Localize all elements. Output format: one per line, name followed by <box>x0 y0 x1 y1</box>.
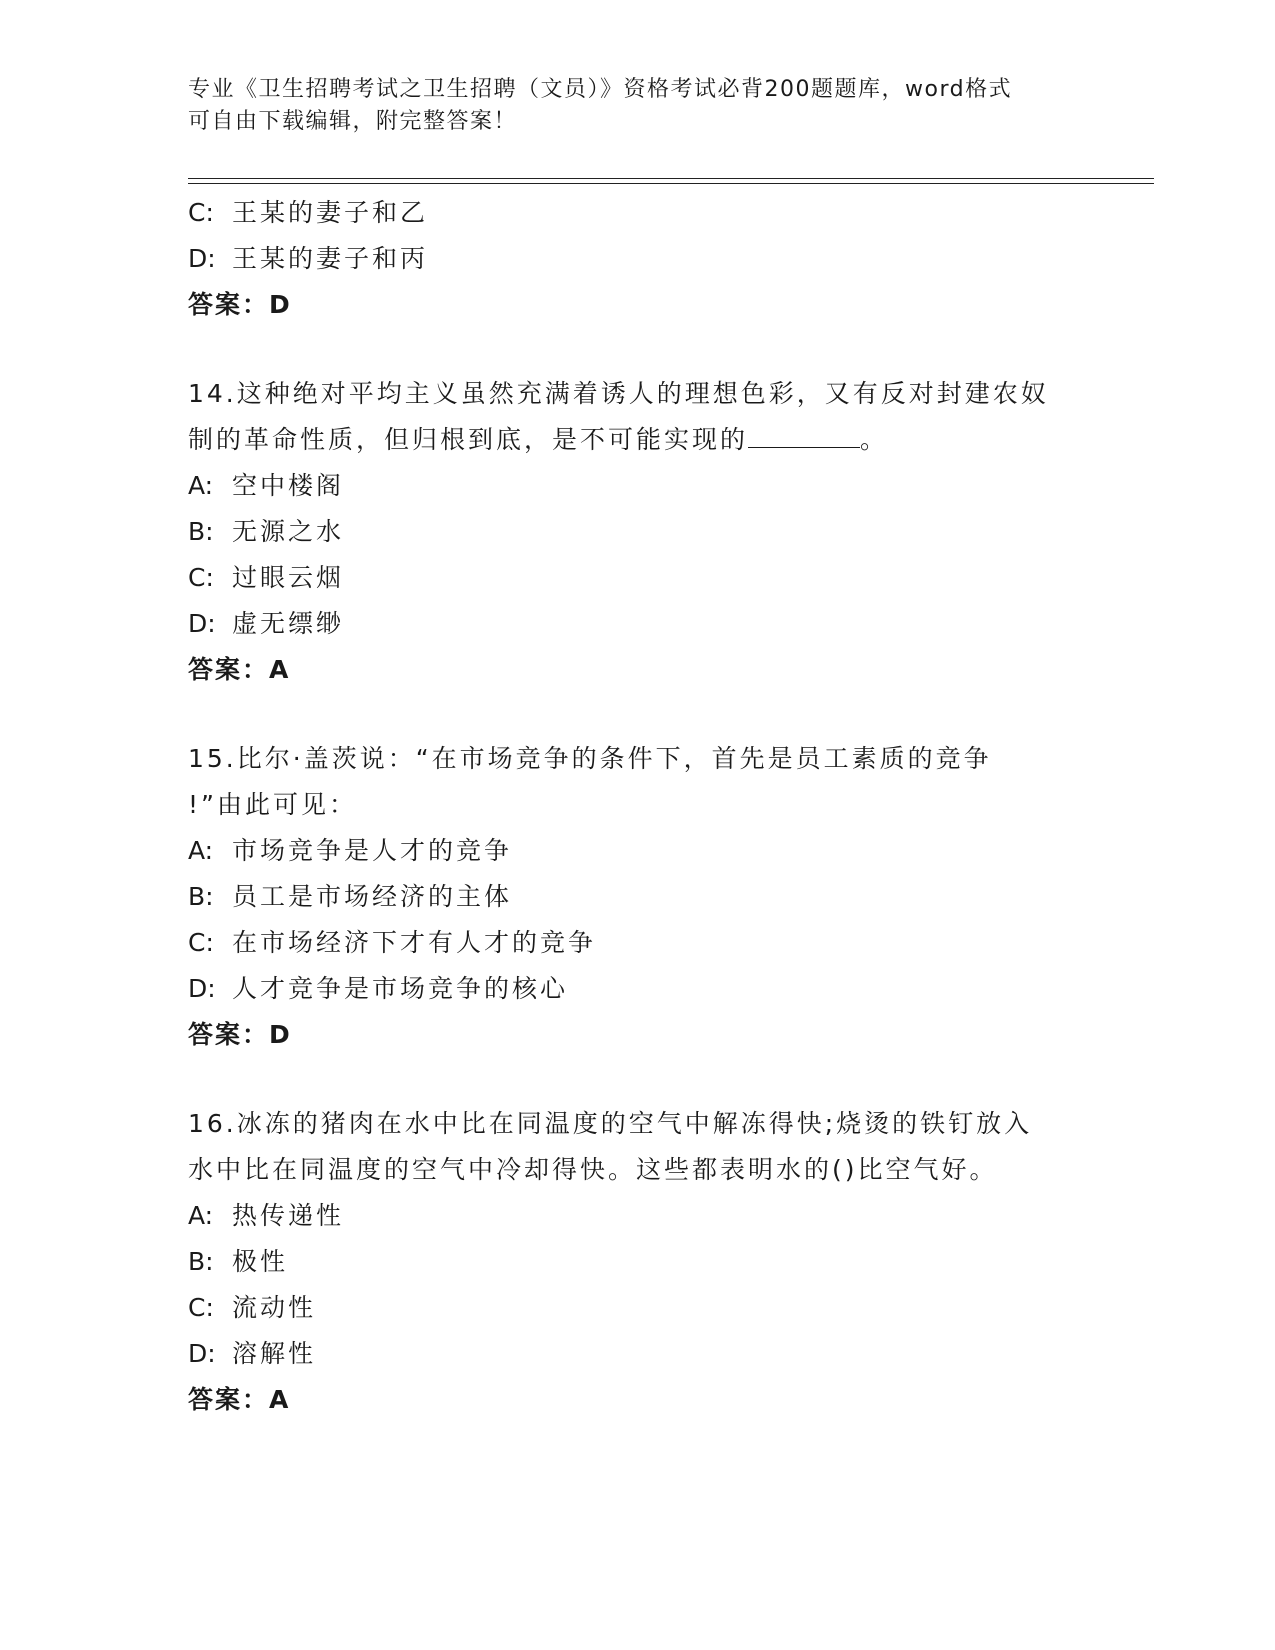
option-letter: B: <box>188 1247 214 1276</box>
option-d <box>188 1331 1088 1377</box>
option-letter: A: <box>188 836 214 865</box>
question-stem-line-2: !”由此可见： <box>188 790 357 819</box>
option-letter: C: <box>188 563 214 592</box>
header-title-line-2: 可自由下载编辑，附完整答案！ <box>188 109 518 134</box>
option-c <box>188 1285 1088 1331</box>
option-text: 王某的妻子和乙 <box>232 198 429 227</box>
answer-line: 答案：A <box>188 1385 291 1414</box>
option-b <box>188 1239 1088 1285</box>
question-stem-line-2 <box>188 417 1088 463</box>
option-letter: C: <box>188 928 214 957</box>
option-a <box>188 828 1088 874</box>
option-letter: C: <box>188 1293 214 1322</box>
option-text: 溶解性 <box>232 1339 317 1368</box>
option-text: 无源之水 <box>232 517 345 546</box>
question-16 <box>188 1101 1088 1423</box>
option-a <box>188 463 1088 509</box>
option-b <box>188 874 1088 920</box>
option-letter: D: <box>188 1339 216 1368</box>
answer-line: 答案：D <box>188 290 292 319</box>
question-stem-line-2: 水中比在同温度的空气中冷却得快。这些都表明水的()比空气好。 <box>188 1155 998 1184</box>
option-d <box>188 966 1088 1012</box>
option-text: 空中楼阁 <box>232 471 345 500</box>
document-header <box>188 74 1088 138</box>
option-letter: B: <box>188 882 214 911</box>
option-text: 极性 <box>232 1247 289 1276</box>
option-letter: C: <box>188 198 214 227</box>
question-stem-line-1: 14.这种绝对平均主义虽然充满着诱人的理想色彩，又有反对封建农奴 <box>188 379 1049 408</box>
option-letter: B: <box>188 517 214 546</box>
option-text: 王某的妻子和丙 <box>232 244 429 273</box>
option-letter: A: <box>188 1201 214 1230</box>
option-text: 流动性 <box>232 1293 317 1322</box>
question-13-continuation <box>188 190 1088 328</box>
option-d <box>188 601 1088 647</box>
option-c <box>188 920 1088 966</box>
option-text: 员工是市场经济的主体 <box>232 882 513 911</box>
option-letter: D: <box>188 974 216 1003</box>
option-d <box>188 236 1088 282</box>
option-text: 虚无缥缈 <box>232 609 345 638</box>
option-c <box>188 190 1088 236</box>
header-double-rule <box>188 178 1154 184</box>
option-letter: A: <box>188 471 214 500</box>
option-letter: D: <box>188 609 216 638</box>
option-text: 人才竞争是市场竞争的核心 <box>232 974 569 1003</box>
option-letter: D: <box>188 244 216 273</box>
option-text: 在市场经济下才有人才的竞争 <box>232 928 597 957</box>
option-text: 市场竞争是人才的竞争 <box>232 836 513 865</box>
answer-line: 答案：D <box>188 1020 292 1049</box>
answer-line: 答案：A <box>188 655 291 684</box>
question-14 <box>188 371 1088 693</box>
option-a <box>188 1193 1088 1239</box>
question-stem-line-1: 15.比尔·盖茨说：“在市场竞争的条件下，首先是员工素质的竞争 <box>188 744 992 773</box>
stem-text: 制的革命性质，但归根到底，是不可能实现的 <box>188 425 749 454</box>
question-list <box>188 190 1088 1423</box>
stem-text-end: 。 <box>860 425 889 454</box>
option-b <box>188 509 1088 555</box>
fill-in-blank <box>748 421 860 448</box>
option-c <box>188 555 1088 601</box>
option-text: 热传递性 <box>232 1201 345 1230</box>
question-15 <box>188 736 1088 1058</box>
question-stem-line-1: 16.冰冻的猪肉在水中比在同温度的空气中解冻得快;烧烫的铁钉放入 <box>188 1109 1033 1138</box>
option-text: 过眼云烟 <box>232 563 345 592</box>
header-title-line-1: 专业《卫生招聘考试之卫生招聘（文员）》资格考试必背200题题库，word格式 <box>188 77 1013 102</box>
